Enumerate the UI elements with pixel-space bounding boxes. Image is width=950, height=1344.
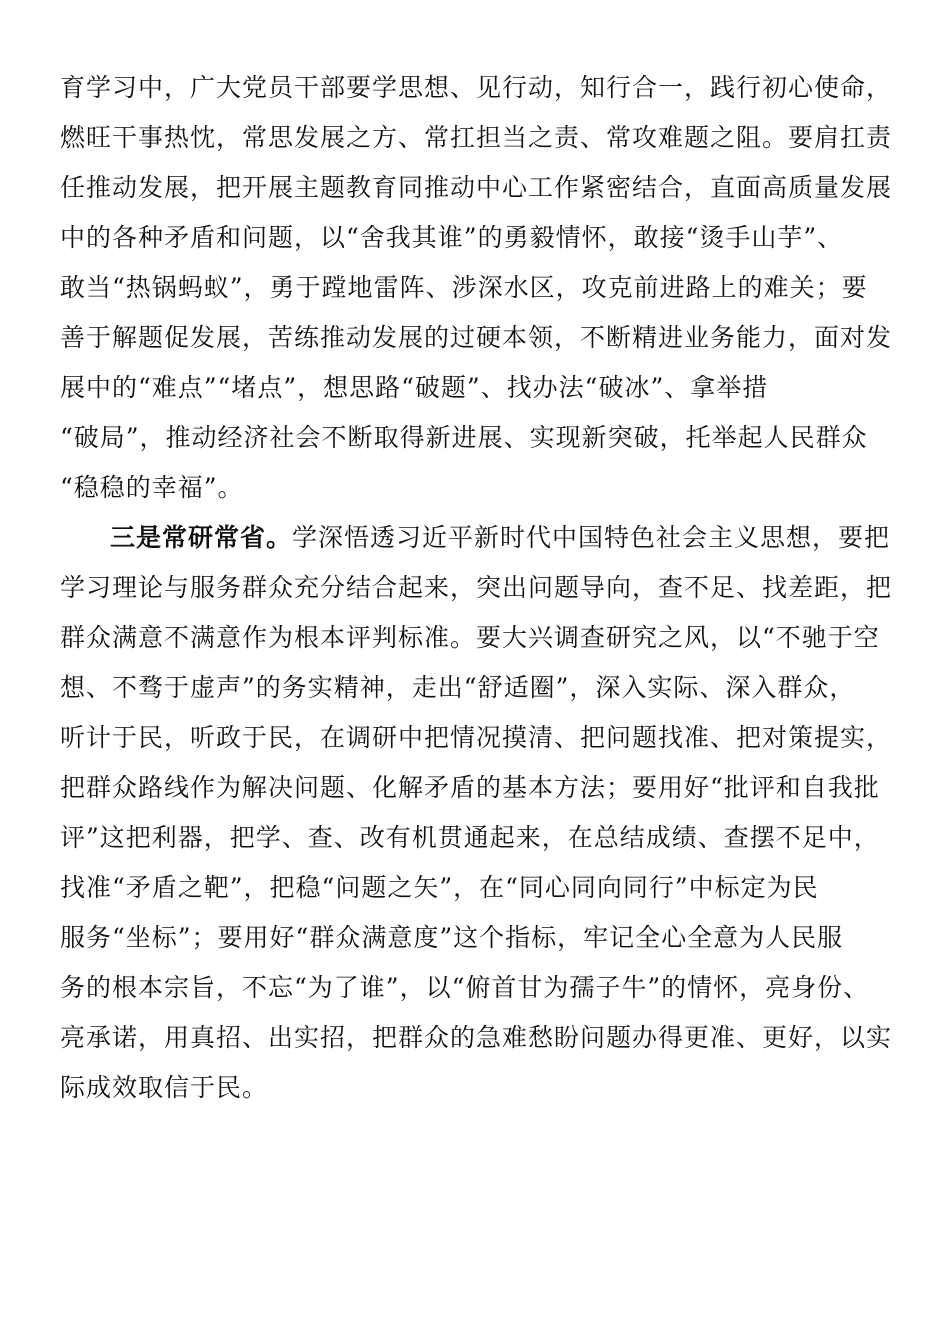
paragraph-1-line-1: 育学习中，广大党员干部要学思想、见行动，知行合一，践行初心使命， [60, 73, 893, 102]
paragraph-2-line-5: 听计于民，听政于民，在调研中把情况摸清、把问题找准、把对策提实， [60, 723, 893, 752]
paragraph-2-line-3: 群众满意不满意作为根本评判标准。要大兴调查研究之风，以“不驰于空 [60, 623, 880, 652]
paragraph-2-line-11: 亮承诺，用真招、出实招，把群众的急难愁盼问题办得更准、更好，以实 [60, 1023, 893, 1052]
paragraph-1-line-2: 燃旺干事热忱，常思发展之方、常扛担当之责、常攻难题之阻。要肩扛责 [60, 123, 893, 152]
paragraph-1-line-3: 任推动发展，把开展主题教育同推动中心工作紧密结合，直面高质量发展 [60, 173, 893, 202]
paragraph-2-line-6: 把群众路线作为解决问题、化解矛盾的基本方法；要用好“批评和自我批 [60, 773, 880, 802]
paragraph-2-line-10: 务的根本宗旨，不忘“为了谁”，以“俯首甘为孺子牛”的情怀，亮身份、 [60, 973, 870, 1002]
paragraph-1-line-4: 中的各种矛盾和问题，以“舍我其谁”的勇毅情怀，敢接“烫手山芋”、 [60, 223, 844, 252]
paragraph-2-line-4: 想、不骛于虚声”的务实精神，走出“舒适圈”，深入实际、深入群众， [60, 673, 856, 702]
paragraph-2-line-8: 找准“矛盾之靶”，把稳“问题之矢”，在“同心同向同行”中标定为民 [60, 873, 819, 902]
paragraph-2-line-1 [110, 518, 890, 558]
paragraph-1-line-6: 善于解题促发展，苦练推动发展的过硬本领，不断精进业务能力，面对发 [60, 323, 893, 352]
paragraph-2-first-line-text: 学深悟透习近平新时代中国特色社会主义思想，要把 [292, 523, 891, 552]
paragraph-1-line-7: 展中的“难点”“堵点”，想思路“破题”、找办法“破冰”、拿举措 [60, 373, 769, 402]
paragraph-1-line-9: “稳稳的幸福”。 [60, 473, 244, 502]
paragraph-2-line-12: 际成效取信于民。 [60, 1073, 269, 1102]
paragraph-2-line-7: 评”这把利器，把学、查、改有机贯通起来，在总结成绩、查摆不足中， [60, 823, 880, 852]
paragraph-2-line-9: 服务“坐标”；要用好“群众满意度”这个指标，牢记全心全意为人民服 [60, 923, 844, 952]
paragraph-1-line-8: “破局”，推动经济社会不断取得新进展、实现新突破，托举起人民群众 [60, 423, 868, 452]
paragraph-1-line-5: 敢当“热锅蚂蚁”，勇于蹚地雷阵、涉深水区，攻克前进路上的难关；要 [60, 273, 868, 302]
section-heading: 三是常研常省。 [110, 523, 293, 552]
paragraph-2-line-2: 学习理论与服务群众充分结合起来，突出问题导向，查不足、找差距，把 [60, 573, 893, 602]
